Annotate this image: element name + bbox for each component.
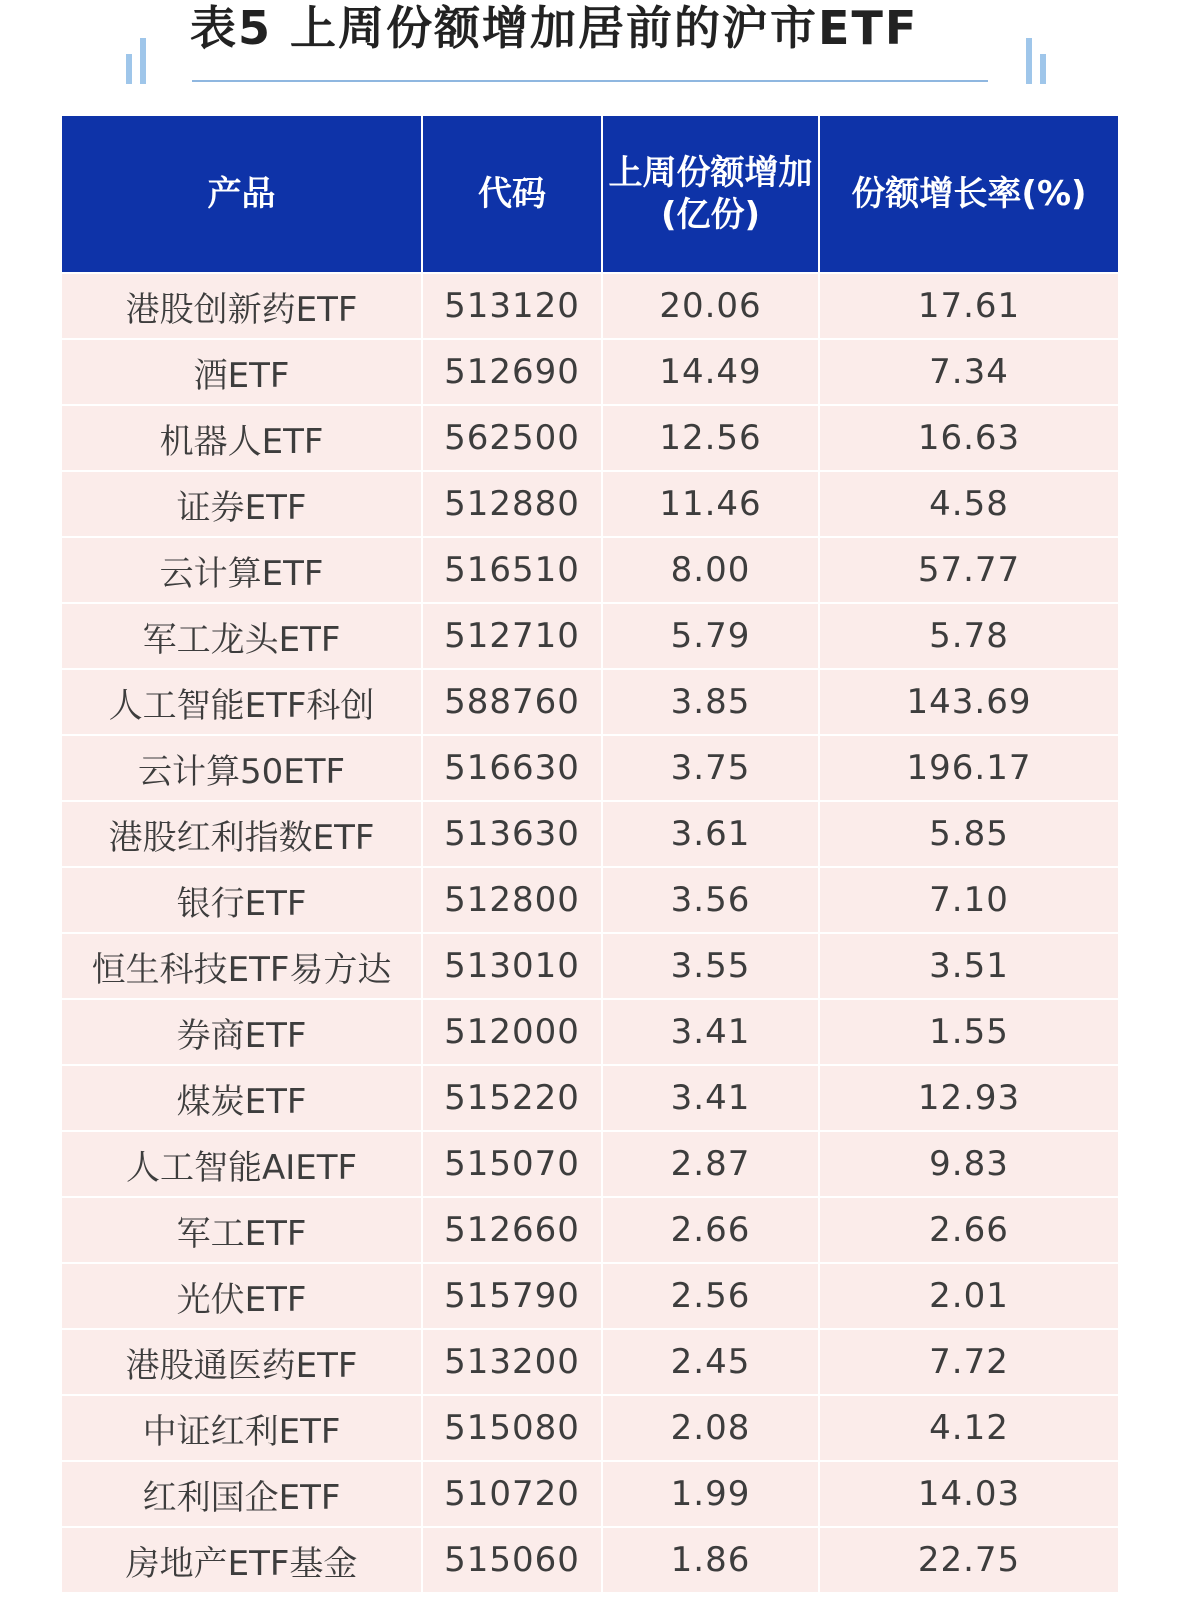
- cell-growth: 9.83: [819, 1131, 1118, 1197]
- table-row: [62, 1329, 1118, 1395]
- cell-product: 港股红利指数ETF: [62, 801, 422, 867]
- table-row: [62, 669, 1118, 735]
- cell-product: 煤炭ETF: [62, 1065, 422, 1131]
- header-growth: 份额增长率(%): [819, 116, 1118, 273]
- cell-increase: 3.55: [602, 933, 819, 999]
- table-row: [62, 1395, 1118, 1461]
- table-row: [62, 1527, 1118, 1592]
- title-area: [0, 0, 1179, 112]
- cell-code: 516630: [422, 735, 602, 801]
- table-row: [62, 603, 1118, 669]
- cell-product: 券商ETF: [62, 999, 422, 1065]
- table-row: [62, 537, 1118, 603]
- cell-growth: 17.61: [819, 273, 1118, 339]
- cell-code: 515790: [422, 1263, 602, 1329]
- table-row: [62, 1197, 1118, 1263]
- cell-increase: 3.61: [602, 801, 819, 867]
- table-row: [62, 405, 1118, 471]
- header-code: 代码: [422, 116, 602, 273]
- cell-increase: 2.08: [602, 1395, 819, 1461]
- table-row: [62, 1065, 1118, 1131]
- cell-code: 515080: [422, 1395, 602, 1461]
- cell-code: 562500: [422, 405, 602, 471]
- cell-code: 516510: [422, 537, 602, 603]
- header-increase-line1: 上周份额增加: [608, 153, 813, 193]
- cell-code: 512660: [422, 1197, 602, 1263]
- table-row: [62, 933, 1118, 999]
- cell-product: 酒ETF: [62, 339, 422, 405]
- header-increase: [602, 116, 819, 273]
- cell-increase: 2.56: [602, 1263, 819, 1329]
- decorative-bars-left: [126, 38, 154, 84]
- table-row: [62, 1263, 1118, 1329]
- cell-growth: 4.12: [819, 1395, 1118, 1461]
- cell-product: 军工龙头ETF: [62, 603, 422, 669]
- cell-code: 515220: [422, 1065, 602, 1131]
- header-increase-line2: (亿份): [660, 195, 761, 235]
- etf-table: [62, 116, 1118, 1592]
- cell-increase: 14.49: [602, 339, 819, 405]
- cell-growth: 4.58: [819, 471, 1118, 537]
- cell-product: 人工智能ETF科创: [62, 669, 422, 735]
- cell-growth: 57.77: [819, 537, 1118, 603]
- cell-growth: 3.51: [819, 933, 1118, 999]
- cell-product: 证券ETF: [62, 471, 422, 537]
- cell-code: 512800: [422, 867, 602, 933]
- cell-code: 513630: [422, 801, 602, 867]
- cell-product: 机器人ETF: [62, 405, 422, 471]
- cell-product: 恒生科技ETF易方达: [62, 933, 422, 999]
- cell-increase: 1.99: [602, 1461, 819, 1527]
- cell-growth: 7.72: [819, 1329, 1118, 1395]
- cell-product: 港股通医药ETF: [62, 1329, 422, 1395]
- cell-code: 513200: [422, 1329, 602, 1395]
- cell-growth: 7.34: [819, 339, 1118, 405]
- cell-product: 军工ETF: [62, 1197, 422, 1263]
- cell-code: 512710: [422, 603, 602, 669]
- header-product: 产品: [62, 116, 422, 273]
- cell-increase: 11.46: [602, 471, 819, 537]
- cell-code: 513010: [422, 933, 602, 999]
- table-row: [62, 735, 1118, 801]
- cell-growth: 1.55: [819, 999, 1118, 1065]
- cell-code: 588760: [422, 669, 602, 735]
- cell-increase: 1.86: [602, 1527, 819, 1592]
- cell-growth: 12.93: [819, 1065, 1118, 1131]
- table-row: [62, 999, 1118, 1065]
- cell-increase: 3.56: [602, 867, 819, 933]
- cell-growth: 5.85: [819, 801, 1118, 867]
- cell-growth: 196.17: [819, 735, 1118, 801]
- cell-growth: 14.03: [819, 1461, 1118, 1527]
- cell-increase: 3.75: [602, 735, 819, 801]
- cell-increase: 8.00: [602, 537, 819, 603]
- cell-product: 云计算50ETF: [62, 735, 422, 801]
- cell-growth: 143.69: [819, 669, 1118, 735]
- cell-growth: 2.66: [819, 1197, 1118, 1263]
- cell-product: 红利国企ETF: [62, 1461, 422, 1527]
- table-row: [62, 1131, 1118, 1197]
- table-row: [62, 339, 1118, 405]
- title-underline: [192, 80, 988, 82]
- decorative-bars-right: [1026, 38, 1054, 84]
- cell-increase: 3.41: [602, 1065, 819, 1131]
- cell-product: 港股创新药ETF: [62, 273, 422, 339]
- table-row: [62, 1461, 1118, 1527]
- cell-code: 513120: [422, 273, 602, 339]
- cell-code: 515060: [422, 1527, 602, 1592]
- cell-product: 人工智能AIETF: [62, 1131, 422, 1197]
- cell-code: 512000: [422, 999, 602, 1065]
- cell-growth: 7.10: [819, 867, 1118, 933]
- table-header-row: [62, 116, 1118, 273]
- cell-growth: 16.63: [819, 405, 1118, 471]
- cell-increase: 2.87: [602, 1131, 819, 1197]
- table-row: [62, 867, 1118, 933]
- cell-product: 云计算ETF: [62, 537, 422, 603]
- cell-product: 房地产ETF基金: [62, 1527, 422, 1592]
- cell-increase: 3.41: [602, 999, 819, 1065]
- cell-growth: 5.78: [819, 603, 1118, 669]
- cell-code: 515070: [422, 1131, 602, 1197]
- cell-increase: 5.79: [602, 603, 819, 669]
- table-row: [62, 471, 1118, 537]
- page-title: 表5 上周份额增加居前的沪市ETF: [190, 1, 919, 55]
- cell-growth: 2.01: [819, 1263, 1118, 1329]
- table-row: [62, 801, 1118, 867]
- cell-code: 510720: [422, 1461, 602, 1527]
- table-row: [62, 273, 1118, 339]
- cell-product: 中证红利ETF: [62, 1395, 422, 1461]
- cell-code: 512690: [422, 339, 602, 405]
- cell-increase: 12.56: [602, 405, 819, 471]
- cell-increase: 20.06: [602, 273, 819, 339]
- cell-increase: 2.66: [602, 1197, 819, 1263]
- cell-growth: 22.75: [819, 1527, 1118, 1592]
- cell-product: 银行ETF: [62, 867, 422, 933]
- cell-product: 光伏ETF: [62, 1263, 422, 1329]
- cell-increase: 3.85: [602, 669, 819, 735]
- cell-code: 512880: [422, 471, 602, 537]
- cell-increase: 2.45: [602, 1329, 819, 1395]
